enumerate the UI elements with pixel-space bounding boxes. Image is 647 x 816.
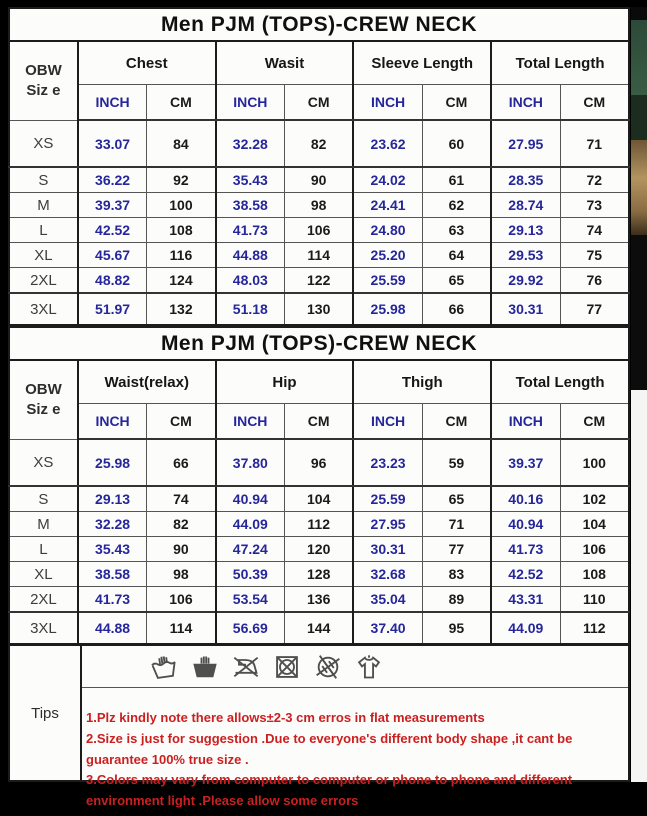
cm-value-cell: 71	[560, 120, 629, 167]
inch-value-cell: 42.52	[491, 562, 560, 587]
size-label: XL	[9, 562, 78, 587]
cm-value-cell: 110	[560, 587, 629, 613]
inch-value-cell: 48.03	[216, 268, 285, 294]
inch-value-cell: 35.43	[78, 537, 147, 562]
inch-value-cell: 29.13	[491, 218, 560, 243]
photo-segment-black	[631, 235, 647, 390]
cm-value-cell: 89	[422, 587, 491, 613]
cm-value-cell: 128	[285, 562, 354, 587]
inch-value-cell: 29.53	[491, 243, 560, 268]
tip-line-3: 3.Colors may vary from computer to computer or phone to phone and different environment light .Please allow some errors	[86, 772, 573, 809]
cm-value-cell: 65	[422, 486, 491, 512]
cm-value-cell: 124	[147, 268, 216, 294]
inch-value-cell: 35.04	[353, 587, 422, 613]
unit-inch-header: INCH	[491, 404, 560, 440]
cm-value-cell: 106	[147, 587, 216, 613]
size-chart-table-1	[8, 7, 630, 326]
cm-value-cell: 90	[285, 167, 354, 193]
inch-value-cell: 29.13	[78, 486, 147, 512]
table-row	[9, 120, 629, 167]
unit-cm-header: CM	[285, 404, 354, 440]
unit-header-row	[9, 404, 629, 440]
group-header-row	[9, 360, 629, 404]
cm-value-cell: 114	[285, 243, 354, 268]
cm-value-cell: 95	[422, 612, 491, 644]
unit-cm-header: CM	[147, 404, 216, 440]
unit-inch-header: INCH	[216, 85, 285, 121]
photo-segment-green	[631, 20, 647, 95]
inch-value-cell: 38.58	[78, 562, 147, 587]
unit-cm-header: CM	[147, 85, 216, 121]
cm-value-cell: 136	[285, 587, 354, 613]
care-icons-row	[82, 646, 628, 688]
inch-value-cell: 44.09	[491, 612, 560, 644]
group-header-sleeve: Sleeve Length	[353, 41, 491, 85]
inch-value-cell: 32.28	[78, 512, 147, 537]
tips-text	[82, 688, 628, 816]
cm-value-cell: 72	[560, 167, 629, 193]
tips-content-area	[82, 646, 628, 809]
photo-segment-darkgreen	[631, 95, 647, 140]
table-row	[9, 562, 629, 587]
inch-value-cell: 41.73	[78, 587, 147, 613]
cm-value-cell: 61	[422, 167, 491, 193]
size-label: S	[9, 486, 78, 512]
group-header-hip: Hip	[216, 360, 354, 404]
inch-value-cell: 39.37	[78, 193, 147, 218]
background-photo-strip	[631, 7, 647, 782]
inch-value-cell: 27.95	[353, 512, 422, 537]
inch-value-cell: 44.09	[216, 512, 285, 537]
inch-value-cell: 41.73	[216, 218, 285, 243]
hand-wash-dark-icon	[191, 653, 219, 681]
chart-title-2: Men PJM (TOPS)-CREW NECK	[9, 327, 629, 360]
unit-cm-header: CM	[422, 85, 491, 121]
unit-header-row	[9, 85, 629, 121]
table-row	[9, 486, 629, 512]
table-row	[9, 268, 629, 294]
unit-inch-header: INCH	[353, 404, 422, 440]
size-label: XS	[9, 120, 78, 167]
title-row	[9, 8, 629, 41]
table-row	[9, 218, 629, 243]
inch-value-cell: 50.39	[216, 562, 285, 587]
cm-value-cell: 63	[422, 218, 491, 243]
cm-value-cell: 71	[422, 512, 491, 537]
inch-value-cell: 44.88	[216, 243, 285, 268]
inch-value-cell: 30.31	[353, 537, 422, 562]
group-header-thigh: Thigh	[353, 360, 491, 404]
inch-value-cell: 39.37	[491, 439, 560, 486]
cm-value-cell: 100	[147, 193, 216, 218]
table-1-body	[9, 120, 629, 325]
inch-value-cell: 40.94	[216, 486, 285, 512]
table-row	[9, 193, 629, 218]
unit-inch-header: INCH	[353, 85, 422, 121]
inch-value-cell: 28.74	[491, 193, 560, 218]
inch-value-cell: 28.35	[491, 167, 560, 193]
inch-value-cell: 35.43	[216, 167, 285, 193]
tip-line-2: 2.Size is just for suggestion .Due to everyone's different body shape ,it cant be guarantee 100% true size .	[86, 730, 573, 767]
cm-value-cell: 60	[422, 120, 491, 167]
cm-value-cell: 82	[147, 512, 216, 537]
size-header-line2: Siz e	[26, 400, 61, 418]
size-label: M	[9, 512, 78, 537]
cm-value-cell: 112	[560, 612, 629, 644]
title-row	[9, 327, 629, 360]
size-header-line1: OBW	[25, 380, 62, 398]
unit-inch-header: INCH	[78, 85, 147, 121]
inch-value-cell: 51.18	[216, 293, 285, 325]
cm-value-cell: 98	[147, 562, 216, 587]
size-label: S	[9, 167, 78, 193]
inch-value-cell: 56.69	[216, 612, 285, 644]
cm-value-cell: 75	[560, 243, 629, 268]
inch-value-cell: 23.23	[353, 439, 422, 486]
inch-value-cell: 53.54	[216, 587, 285, 613]
unit-cm-header: CM	[285, 85, 354, 121]
inch-value-cell: 30.31	[491, 293, 560, 325]
cm-value-cell: 108	[147, 218, 216, 243]
inch-value-cell: 47.24	[216, 537, 285, 562]
inch-value-cell: 41.73	[491, 537, 560, 562]
unit-cm-header: CM	[560, 85, 629, 121]
size-label: 2XL	[9, 268, 78, 294]
size-label: 3XL	[9, 612, 78, 644]
cm-value-cell: 74	[147, 486, 216, 512]
size-header-line1: OBW	[25, 61, 62, 79]
inch-value-cell: 32.68	[353, 562, 422, 587]
table-row	[9, 587, 629, 613]
size-chart-table-2	[8, 326, 630, 645]
tips-section	[8, 645, 630, 809]
do-not-dry-clean-icon	[312, 650, 344, 682]
cm-value-cell: 132	[147, 293, 216, 325]
size-column-header	[9, 41, 78, 120]
size-label: L	[9, 537, 78, 562]
table-row	[9, 167, 629, 193]
inch-value-cell: 45.67	[78, 243, 147, 268]
inch-value-cell: 40.16	[491, 486, 560, 512]
cm-value-cell: 108	[560, 562, 629, 587]
chart-title-1: Men PJM (TOPS)-CREW NECK	[9, 8, 629, 41]
inch-value-cell: 33.07	[78, 120, 147, 167]
group-header-row	[9, 41, 629, 85]
cm-value-cell: 76	[560, 268, 629, 294]
cm-value-cell: 104	[285, 486, 354, 512]
unit-cm-header: CM	[560, 404, 629, 440]
unit-inch-header: INCH	[491, 85, 560, 121]
cm-value-cell: 74	[560, 218, 629, 243]
cm-value-cell: 122	[285, 268, 354, 294]
group-header-waist-relax: Waist(relax)	[78, 360, 216, 404]
group-header-total: Total Length	[491, 360, 629, 404]
size-label: 3XL	[9, 293, 78, 325]
cm-value-cell: 82	[285, 120, 354, 167]
inch-value-cell: 25.59	[353, 268, 422, 294]
inch-value-cell: 37.40	[353, 612, 422, 644]
drip-dry-shirt-icon	[355, 653, 383, 681]
inch-value-cell: 37.80	[216, 439, 285, 486]
photo-segment-dark	[631, 7, 647, 20]
cm-value-cell: 65	[422, 268, 491, 294]
inch-value-cell: 24.02	[353, 167, 422, 193]
cm-value-cell: 84	[147, 120, 216, 167]
inch-value-cell: 40.94	[491, 512, 560, 537]
table-row	[9, 537, 629, 562]
unit-cm-header: CM	[422, 404, 491, 440]
size-label: XS	[9, 439, 78, 486]
table-row	[9, 612, 629, 644]
cm-value-cell: 102	[560, 486, 629, 512]
inch-value-cell: 25.59	[353, 486, 422, 512]
cm-value-cell: 120	[285, 537, 354, 562]
unit-inch-header: INCH	[216, 404, 285, 440]
size-label: XL	[9, 243, 78, 268]
size-label: 2XL	[9, 587, 78, 613]
inch-value-cell: 25.98	[353, 293, 422, 325]
table-row	[9, 512, 629, 537]
inch-value-cell: 32.28	[216, 120, 285, 167]
cm-value-cell: 83	[422, 562, 491, 587]
inch-value-cell: 24.80	[353, 218, 422, 243]
inch-value-cell: 27.95	[491, 120, 560, 167]
cm-value-cell: 100	[560, 439, 629, 486]
inch-value-cell: 44.88	[78, 612, 147, 644]
unit-inch-header: INCH	[78, 404, 147, 440]
cm-value-cell: 73	[560, 193, 629, 218]
size-label: L	[9, 218, 78, 243]
cm-value-cell: 90	[147, 537, 216, 562]
cm-value-cell: 112	[285, 512, 354, 537]
photo-segment-tan	[631, 140, 647, 235]
cm-value-cell: 92	[147, 167, 216, 193]
inch-value-cell: 51.97	[78, 293, 147, 325]
table-2-body	[9, 439, 629, 644]
cm-value-cell: 66	[422, 293, 491, 325]
cm-value-cell: 62	[422, 193, 491, 218]
group-header-total: Total Length	[491, 41, 629, 85]
inch-value-cell: 42.52	[78, 218, 147, 243]
inch-value-cell: 29.92	[491, 268, 560, 294]
table-row	[9, 243, 629, 268]
cm-value-cell: 114	[147, 612, 216, 644]
cm-value-cell: 64	[422, 243, 491, 268]
inch-value-cell: 23.62	[353, 120, 422, 167]
size-header-line2: Siz e	[26, 81, 61, 99]
inch-value-cell: 43.31	[491, 587, 560, 613]
hand-wash-icon	[148, 651, 180, 683]
cm-value-cell: 96	[285, 439, 354, 486]
size-label: M	[9, 193, 78, 218]
do-not-tumble-dry-icon	[273, 653, 301, 681]
table-row	[9, 293, 629, 325]
cm-value-cell: 77	[422, 537, 491, 562]
inch-value-cell: 25.20	[353, 243, 422, 268]
cm-value-cell: 116	[147, 243, 216, 268]
inch-value-cell: 38.58	[216, 193, 285, 218]
group-header-waist: Wasit	[216, 41, 354, 85]
table-row	[9, 439, 629, 486]
tip-line-1: 1.Plz kindly note there allows±2-3 cm erros in flat measurements	[86, 710, 485, 725]
cm-value-cell: 130	[285, 293, 354, 325]
cm-value-cell: 98	[285, 193, 354, 218]
size-chart-sheet	[8, 7, 630, 809]
inch-value-cell: 25.98	[78, 439, 147, 486]
inch-value-cell: 48.82	[78, 268, 147, 294]
cm-value-cell: 106	[560, 537, 629, 562]
cm-value-cell: 106	[285, 218, 354, 243]
cm-value-cell: 59	[422, 439, 491, 486]
size-column-header	[9, 360, 78, 439]
do-not-iron-icon	[232, 653, 260, 681]
inch-value-cell: 36.22	[78, 167, 147, 193]
cm-value-cell: 77	[560, 293, 629, 325]
cm-value-cell: 144	[285, 612, 354, 644]
cm-value-cell: 66	[147, 439, 216, 486]
group-header-chest: Chest	[78, 41, 216, 85]
inch-value-cell: 24.41	[353, 193, 422, 218]
cm-value-cell: 104	[560, 512, 629, 537]
tips-label: Tips	[10, 646, 82, 780]
